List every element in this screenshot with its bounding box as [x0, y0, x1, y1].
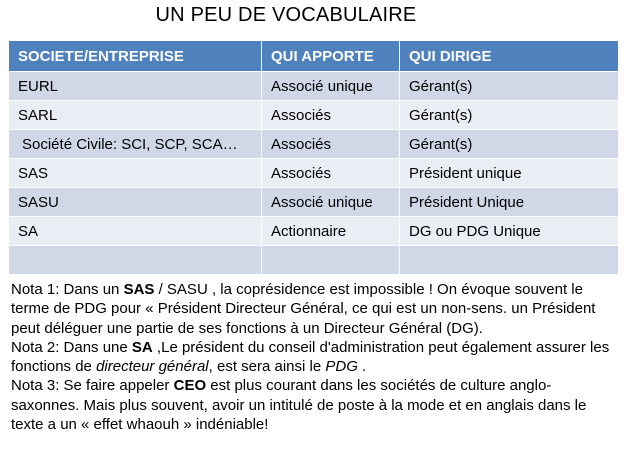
table-header-row — [9, 41, 619, 72]
cell-societe: Société Civile: SCI, SCP, SCA… — [9, 130, 262, 159]
cell-societe — [9, 246, 262, 275]
cell-qui-dirige — [400, 246, 619, 275]
table-row — [9, 72, 619, 101]
cell-qui-apporte — [262, 246, 400, 275]
cell-societe: SAS — [9, 159, 262, 188]
table-row — [9, 188, 619, 217]
nota-2-text-mid: ,Le président du conseil d'administration peut également assurer les fonctions de — [11, 338, 610, 376]
cell-qui-apporte: Associés — [262, 101, 400, 130]
nota-2-pdg: PDG — [325, 358, 358, 376]
page-title: UN PEU DE VOCABULAIRE — [155, 4, 417, 26]
table-row — [9, 130, 619, 159]
cell-qui-apporte: Associés — [262, 159, 400, 188]
header-societe: SOCIETE/ENTREPRISE — [9, 41, 262, 72]
nota-2-text-end: , est sera ainsi le — [208, 358, 326, 376]
cell-qui-apporte: Associés — [262, 130, 400, 159]
cell-societe: SARL — [9, 101, 262, 130]
cell-qui-dirige: Gérant(s) — [400, 130, 619, 159]
notes-block — [6, 280, 618, 434]
header-qui-dirige: QUI DIRIGE — [400, 41, 619, 72]
cell-qui-dirige: Président unique — [400, 159, 619, 188]
cell-societe: EURL — [9, 72, 262, 101]
table-row — [9, 101, 619, 130]
table-row — [9, 159, 619, 188]
cell-qui-dirige: Président Unique — [400, 188, 619, 217]
cell-societe: SASU — [9, 188, 262, 217]
nota-1 — [6, 280, 618, 338]
nota-3 — [6, 376, 618, 434]
nota-1-text: Nota 1: Dans un — [11, 281, 124, 298]
vocabulary-table — [8, 40, 619, 275]
nota-3-text-rest: est plus courant dans les sociétés de culture anglo-saxonnes. Mais plus souvent, avoir un intitulé de poste à la mode et en anglais dans le texte a un « effet whaouh » indéniable! — [11, 377, 587, 434]
cell-qui-apporte: Associé unique — [262, 188, 400, 217]
nota-3-ceo: CEO — [173, 377, 207, 395]
nota-1-text-rest: / SASU , la coprésidence est impossible ! On évoque souvent le terme de PDG pour « Président Directeur Général, ce qui est un non-sens. un Président peut déléguer une partie de ses fonctions à un Directeur Général (DG). — [11, 281, 596, 337]
nota-2-text: Nota 2: Dans une — [11, 338, 132, 356]
table-row — [9, 217, 619, 246]
nota-2 — [6, 338, 618, 377]
cell-qui-dirige: DG ou PDG Unique — [400, 217, 619, 246]
cell-societe: SA — [9, 217, 262, 246]
nota-2-directeur-general: directeur général — [96, 358, 209, 376]
nota-2-period: . — [357, 358, 367, 376]
nota-1-sas: SAS — [123, 281, 155, 298]
header-qui-apporte: QUI APPORTE — [262, 41, 400, 72]
cell-qui-dirige: Gérant(s) — [400, 101, 619, 130]
cell-qui-apporte: Actionnaire — [262, 217, 400, 246]
nota-2-sa: SA — [131, 338, 153, 356]
cell-qui-dirige: Gérant(s) — [400, 72, 619, 101]
nota-3-text: Nota 3: Se faire appeler — [11, 377, 174, 395]
cell-qui-apporte: Associé unique — [262, 72, 400, 101]
table-row-empty — [9, 246, 619, 275]
